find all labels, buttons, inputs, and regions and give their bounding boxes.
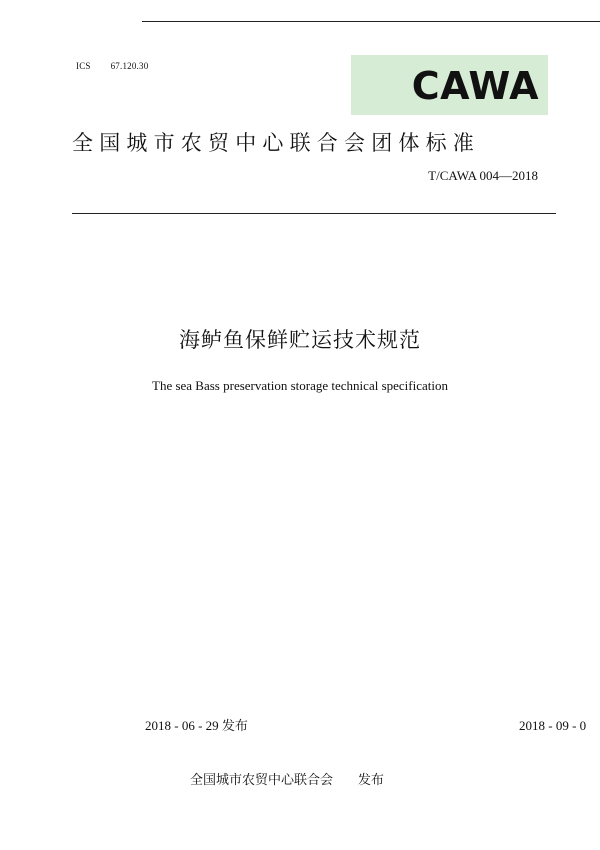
issue-date: 2018 - 06 - 29 发布 bbox=[145, 718, 248, 733]
document-title-en: The sea Bass preservation storage technical specification bbox=[152, 378, 448, 393]
document-title-cn: 海鲈鱼保鲜贮运技术规范 bbox=[179, 328, 421, 352]
ics-label: ICS bbox=[76, 61, 91, 71]
logo-text: CAWA bbox=[411, 64, 539, 108]
org-standard-title: 全国城市农贸中心联合会团体标准 bbox=[72, 131, 480, 155]
implement-date: 2018 - 09 - 0 bbox=[519, 718, 587, 733]
standard-number: T/CAWA 004—2018 bbox=[428, 168, 538, 183]
ics-code: 67.120.30 bbox=[110, 61, 149, 71]
publisher-line bbox=[190, 772, 384, 790]
publisher-name: 全国城市农贸中心联合会 bbox=[190, 773, 334, 788]
top-rule bbox=[142, 21, 600, 22]
cawa-logo bbox=[351, 55, 548, 115]
ics-line bbox=[76, 61, 148, 71]
header-rule bbox=[72, 213, 556, 214]
publish-label: 发布 bbox=[357, 773, 384, 788]
